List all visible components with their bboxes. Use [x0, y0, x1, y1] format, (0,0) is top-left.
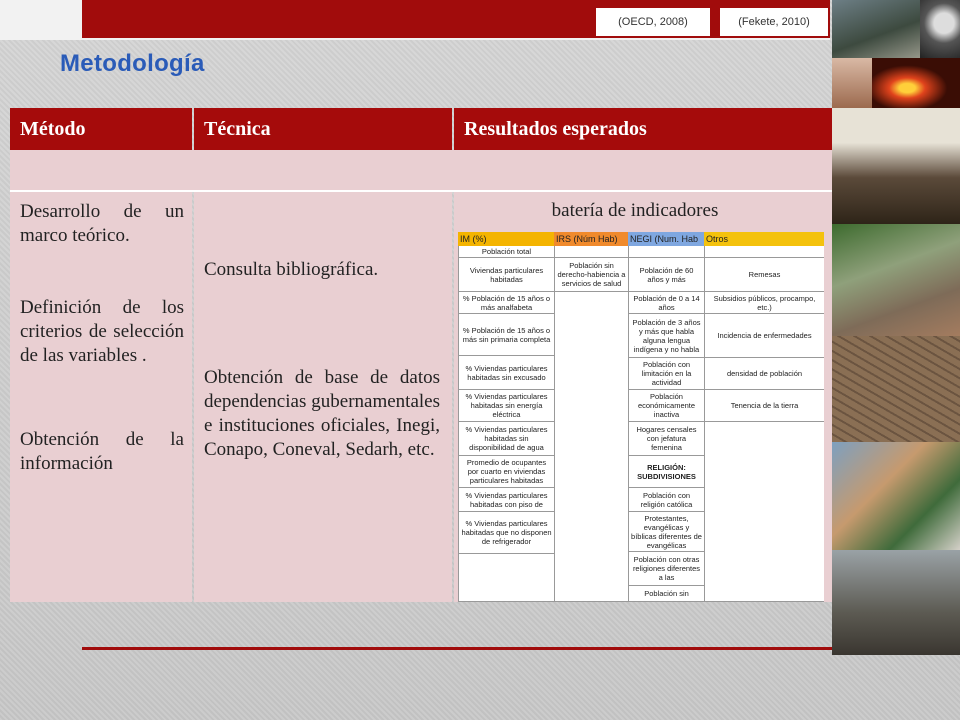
ind-cell: % Viviendas particulares habitadas sin excusado [458, 356, 554, 390]
page-title: Metodología [60, 50, 205, 77]
cracked-earth-photo [832, 336, 960, 442]
collage-photo [832, 442, 960, 550]
ind-cell: Población de 0 a 14 años [628, 292, 704, 314]
ind-cell: Población con otras religiones diferentes a las [628, 552, 704, 586]
resultados-title: batería de indicadores [551, 200, 719, 221]
header-bar [82, 0, 830, 38]
ind-cell-empty [628, 246, 704, 258]
flooded-child-photo [832, 224, 960, 336]
ind-cell: Población total [458, 246, 554, 258]
reference-oecd: (OECD, 2008) [596, 8, 710, 36]
ind-cell-empty [554, 246, 628, 258]
ind-cell: Protestantes, evangélicas y bíblicas diferentes de evangélicas [628, 512, 704, 552]
ind-cell-empty [704, 422, 824, 602]
metodo-item: Obtención de la información [20, 429, 184, 474]
ind-cell: % Viviendas particulares habitadas con piso de [458, 488, 554, 512]
ind-cell: Viviendas particulares habitadas [458, 258, 554, 292]
header-metodo: Método [10, 108, 192, 150]
ind-cell-empty [554, 292, 628, 602]
ind-cell: RELIGIÓN: SUBDIVISIONES [628, 456, 704, 488]
ind-header-otros: Otros [704, 232, 824, 246]
metodo-text [20, 200, 184, 476]
ind-cell-empty [704, 246, 824, 258]
metodo-item: Definición de los criterios de selección de las variables . [20, 297, 184, 366]
reference-fekete: (Fekete, 2010) [720, 8, 828, 36]
ind-cell: Remesas [704, 258, 824, 292]
row-divider [10, 190, 832, 192]
ind-cell: Población sin derecho-habiencia a servicios de salud [554, 258, 628, 292]
bottom-rule [82, 647, 832, 650]
plowing-photo [832, 108, 960, 224]
ind-cell: Tenencia de la tierra [704, 390, 824, 422]
smoke-photo [920, 0, 960, 58]
ind-header-im: IM (%) [458, 232, 554, 246]
fire-photo [872, 58, 960, 108]
ind-cell: densidad de población [704, 358, 824, 390]
indicators-table [458, 232, 824, 602]
ind-cell: Población sin [628, 586, 704, 602]
ind-cell: Incidencia de enfermedades [704, 314, 824, 358]
metodo-item: Desarrollo de un marco teórico. [20, 201, 184, 246]
header-resultados: Resultados esperados [454, 108, 832, 150]
ind-cell: % Población de 15 años o más sin primaria completa [458, 314, 554, 356]
tecnica-item: Obtención de base de datos dependencias gubernamentales e instituciones oficiales, Inegi, Conapo, Coneval, Sedarh, etc. [204, 367, 440, 460]
ind-cell: Promedio de ocupantes por cuarto en viviendas particulares habitadas [458, 456, 554, 488]
ind-header-irs: IRS (Núm Hab) [554, 232, 628, 246]
photo-strip [832, 0, 960, 655]
ind-cell: Población de 3 años y más que habla alguna lengua indígena y no habla [628, 314, 704, 358]
ind-cell: Población económicamente inactiva [628, 390, 704, 422]
ind-cell: Población con limitación en la actividad [628, 358, 704, 390]
tecnica-item: Consulta bibliográfica. [204, 259, 379, 280]
ind-cell: % Viviendas particulares habitadas sin energía eléctrica [458, 390, 554, 422]
ind-cell: % Viviendas particulares habitadas sin disponibilidad de agua [458, 422, 554, 456]
ind-cell: Subsidios públicos, procampo, etc.) [704, 292, 824, 314]
ind-cell: % Viviendas particulares habitadas que no disponen de refrigerador [458, 512, 554, 554]
ind-cell: Población con religión católica [628, 488, 704, 512]
ind-cell: Población de 60 años y más [628, 258, 704, 292]
ind-cell-empty [458, 554, 554, 602]
ind-cell: Hogares censales con jefatura femenina [628, 422, 704, 456]
header-tecnica: Técnica [194, 108, 452, 150]
dead-trees-photo [832, 550, 960, 655]
ind-cell: % Población de 15 años o más analfabeta [458, 292, 554, 314]
tecnica-text [204, 258, 440, 462]
ind-header-negi: NEGI (Num. Hab [628, 232, 704, 246]
